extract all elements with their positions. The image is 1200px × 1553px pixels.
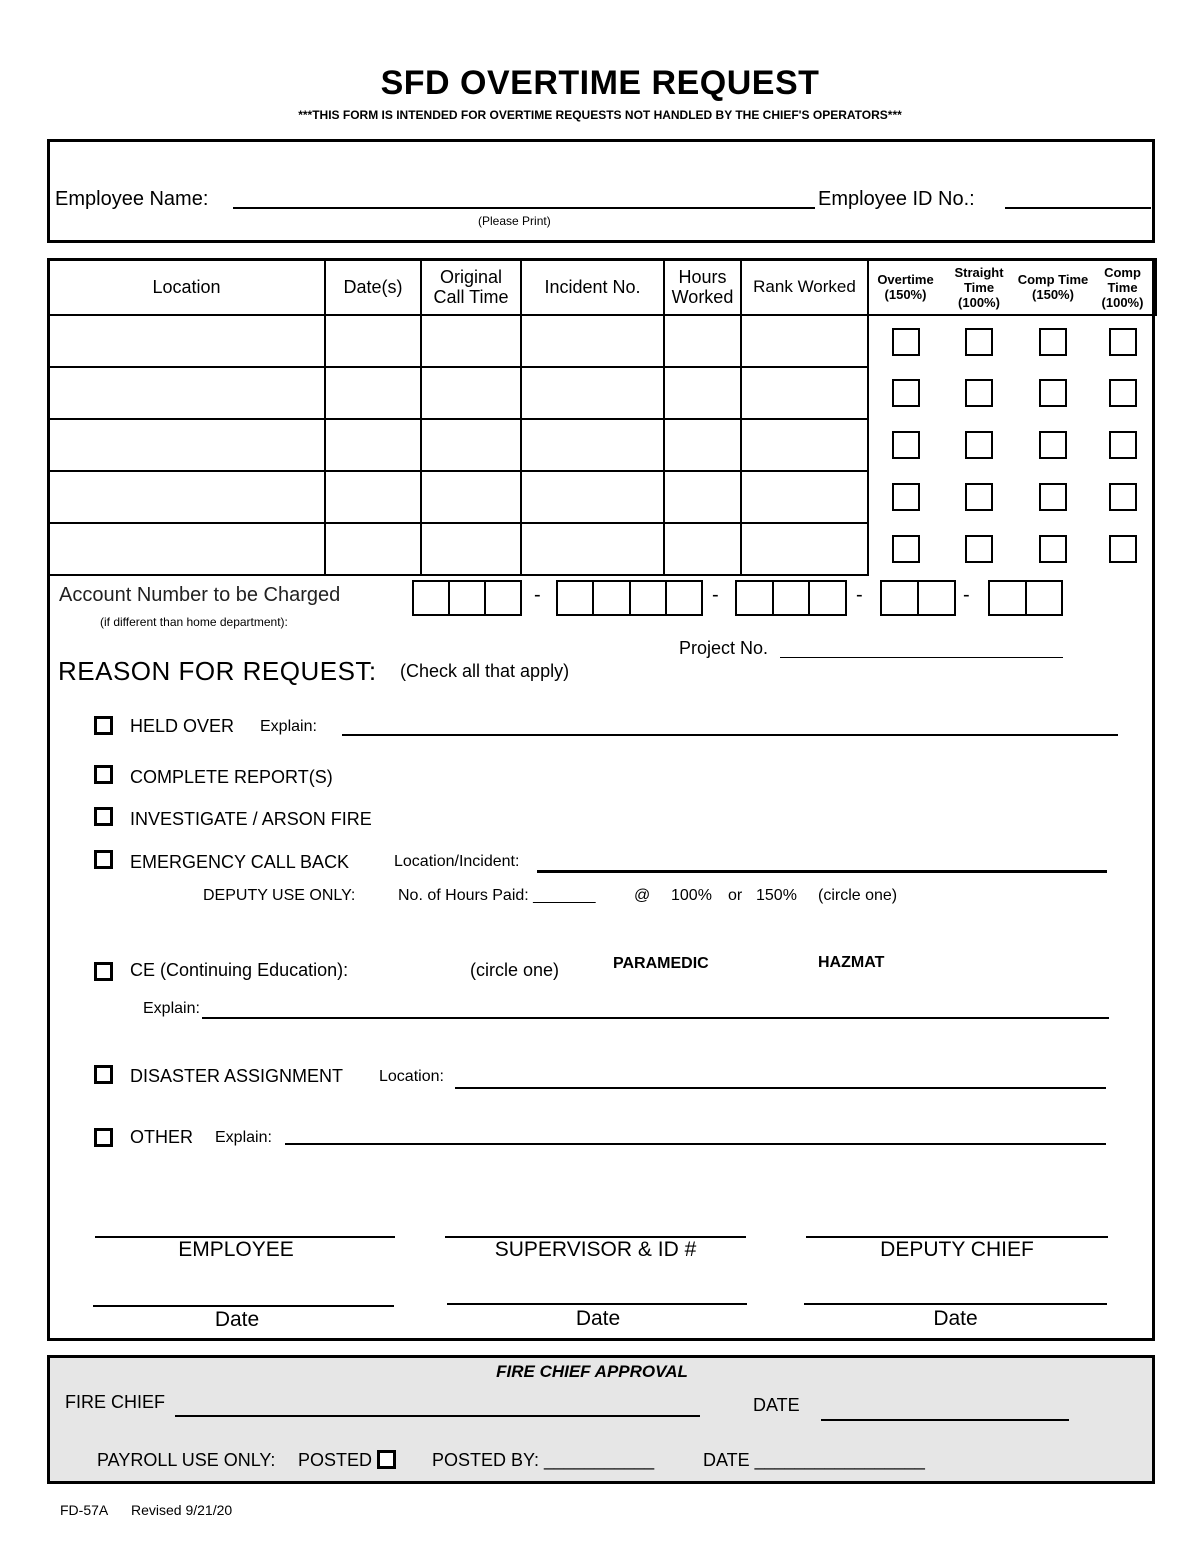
overtime-checkbox[interactable] [892, 328, 920, 356]
form-subtitle: ***THIS FORM IS INTENDED FOR OVERTIME REQUESTS NOT HANDLED BY THE CHIEF'S OPERATORS*** [298, 108, 902, 122]
cell-location[interactable] [48, 419, 325, 471]
employee-box [47, 139, 1155, 243]
cell-comp100 [1090, 367, 1156, 419]
comp100-checkbox[interactable] [1109, 535, 1137, 563]
cell-rank[interactable] [741, 367, 868, 419]
cell-comp150 [1016, 315, 1090, 367]
cell-hours[interactable] [664, 315, 741, 367]
hours-paid-label: No. of Hours Paid: _______ [398, 887, 596, 904]
account-segment-2[interactable] [556, 580, 703, 616]
at-sign: @ [634, 887, 651, 904]
pct-150-option[interactable]: 150% [756, 887, 797, 904]
supervisor-date-label: Date [575, 1307, 621, 1330]
complete-reports-label: COMPLETE REPORT(S) [130, 767, 333, 787]
cell-incident[interactable] [521, 367, 664, 419]
employee-date-line[interactable] [93, 1305, 394, 1307]
account-dash-2: - [712, 584, 719, 606]
other-checkbox[interactable] [94, 1128, 113, 1147]
cell-dates[interactable] [325, 523, 421, 575]
overtime-checkbox[interactable] [892, 535, 920, 563]
col-comp100 [1090, 259, 1156, 315]
ce-checkbox[interactable] [94, 962, 113, 981]
posted-by-label: POSTED BY: ___________ [432, 1450, 655, 1470]
approval-date-label: DATE [753, 1395, 800, 1415]
col-overtime-pct: (150%) [884, 287, 927, 302]
circle-one-note: (circle one) [818, 887, 898, 904]
deputy-signature-label: DEPUTY CHIEF [880, 1238, 1034, 1261]
col-comp100-pct: (100%) [1101, 294, 1144, 310]
account-label: Account Number to be Charged [59, 584, 341, 606]
cell-location[interactable] [48, 471, 325, 523]
hazmat-option[interactable]: HAZMAT [818, 954, 885, 971]
cell-location[interactable] [48, 315, 325, 367]
account-note: (if different than home department): [100, 615, 288, 629]
payroll-date-label: DATE _________________ [703, 1450, 925, 1470]
ce-explain-field[interactable] [202, 1017, 1109, 1019]
project-field[interactable] [780, 657, 1063, 658]
cell-overtime [868, 315, 942, 367]
cell-rank[interactable] [741, 419, 868, 471]
revised-date: Revised 9/21/20 [131, 1502, 233, 1518]
held-over-checkbox[interactable] [94, 716, 113, 735]
col-overtime-title: Overtime [877, 272, 934, 287]
pct-100-option[interactable]: 100% [671, 887, 712, 904]
col-comp150-title: Comp Time [1017, 272, 1089, 287]
straight-checkbox[interactable] [965, 483, 993, 511]
cell-location[interactable] [48, 367, 325, 419]
comp100-checkbox[interactable] [1109, 483, 1137, 511]
cell-straight [942, 419, 1016, 471]
col-straight-pct: (100%) [958, 294, 1000, 310]
table-row [48, 367, 1156, 419]
cell-rank[interactable] [741, 315, 868, 367]
col-rank: Rank Worked [741, 259, 868, 315]
posted-checkbox[interactable] [377, 1450, 396, 1469]
paramedic-option[interactable]: PARAMEDIC [613, 955, 709, 972]
table-row [48, 471, 1156, 523]
held-over-explain-field[interactable] [342, 734, 1118, 736]
cell-hours[interactable] [664, 419, 741, 471]
complete-reports-checkbox[interactable] [94, 765, 113, 784]
cell-overtime [868, 419, 942, 471]
account-segment-3[interactable] [735, 580, 847, 616]
cell-dates[interactable] [325, 367, 421, 419]
overtime-checkbox[interactable] [892, 379, 920, 407]
comp150-checkbox[interactable] [1039, 328, 1067, 356]
cell-incident[interactable] [521, 419, 664, 471]
cell-hours[interactable] [664, 471, 741, 523]
cell-comp150 [1016, 523, 1090, 575]
deputy-date-label: Date [933, 1307, 978, 1330]
print-note: (Please Print) [478, 214, 551, 228]
col-location: Location [48, 259, 325, 315]
col-straight [942, 259, 1016, 315]
form-title: SFD OVERTIME REQUEST [380, 64, 820, 102]
ce-circle-note: (circle one) [470, 960, 560, 980]
straight-checkbox[interactable] [965, 535, 993, 563]
overtime-checkbox[interactable] [892, 431, 920, 459]
comp150-checkbox[interactable] [1039, 535, 1067, 563]
cell-straight [942, 367, 1016, 419]
overtime-table [47, 258, 1157, 576]
cell-comp150 [1016, 471, 1090, 523]
cell-call-time[interactable] [421, 471, 521, 523]
cell-incident[interactable] [521, 523, 664, 575]
or-text: or [728, 887, 743, 904]
straight-checkbox[interactable] [965, 379, 993, 407]
col-comp100-title: Comp Time [1104, 264, 1141, 295]
form-id: FD-57A [60, 1502, 109, 1518]
investigate-checkbox[interactable] [94, 807, 113, 826]
cell-call-time[interactable] [421, 367, 521, 419]
payroll-label: PAYROLL USE ONLY: [97, 1450, 276, 1470]
other-explain-field[interactable] [285, 1143, 1106, 1145]
col-comp150 [1016, 259, 1090, 315]
disaster-location-field[interactable] [455, 1087, 1106, 1089]
account-segment-5[interactable] [988, 580, 1063, 616]
reason-heading: REASON FOR REQUEST: [58, 656, 377, 686]
cell-straight [942, 523, 1016, 575]
investigate-label: INVESTIGATE / ARSON FIRE [130, 809, 372, 829]
cell-dates[interactable] [325, 315, 421, 367]
disaster-checkbox[interactable] [94, 1065, 113, 1084]
table-row [48, 315, 1156, 367]
col-overtime [868, 259, 942, 315]
employee-id-field[interactable] [1005, 207, 1151, 209]
deputy-use-label: DEPUTY USE ONLY: [203, 887, 356, 904]
cell-comp150 [1016, 367, 1090, 419]
table-row [48, 419, 1156, 471]
emergency-checkbox[interactable] [94, 850, 113, 869]
supervisor-date-line[interactable] [447, 1303, 747, 1305]
held-over-explain-label: Explain: [260, 718, 317, 735]
emergency-location-field[interactable] [537, 870, 1107, 873]
cell-comp150 [1016, 419, 1090, 471]
deputy-date-line[interactable] [804, 1303, 1107, 1305]
cell-incident[interactable] [521, 471, 664, 523]
straight-checkbox[interactable] [965, 328, 993, 356]
cell-rank[interactable] [741, 471, 868, 523]
emergency-label: EMERGENCY CALL BACK [130, 852, 350, 872]
cell-hours[interactable] [664, 523, 741, 575]
col-hours: Hours Worked [664, 259, 741, 315]
overtime-checkbox[interactable] [892, 483, 920, 511]
disaster-label: DISASTER ASSIGNMENT [130, 1066, 344, 1086]
project-label: Project No. [679, 638, 769, 658]
cell-incident[interactable] [521, 315, 664, 367]
employee-signature-label: EMPLOYEE [178, 1238, 294, 1261]
approval-date-field[interactable] [821, 1419, 1069, 1421]
cell-comp100 [1090, 419, 1156, 471]
cell-call-time[interactable] [421, 523, 521, 575]
col-incident: Incident No. [521, 259, 664, 315]
cell-comp100 [1090, 523, 1156, 575]
cell-dates[interactable] [325, 419, 421, 471]
account-dash-4: - [963, 584, 970, 606]
cell-call-time[interactable] [421, 315, 521, 367]
account-segment-4[interactable] [880, 580, 956, 616]
cell-dates[interactable] [325, 471, 421, 523]
held-over-label: HELD OVER [130, 716, 235, 736]
employee-name-label: Employee Name: [55, 188, 209, 210]
ce-explain-label: Explain: [143, 1000, 200, 1017]
employee-name-field[interactable] [233, 207, 815, 209]
cell-straight [942, 471, 1016, 523]
table-row [48, 523, 1156, 575]
cell-overtime [868, 367, 942, 419]
straight-checkbox[interactable] [965, 431, 993, 459]
col-dates: Date(s) [325, 259, 421, 315]
cell-overtime [868, 523, 942, 575]
cell-comp100 [1090, 315, 1156, 367]
emergency-location-label: Location/Incident: [394, 853, 520, 870]
cell-location[interactable] [48, 523, 325, 575]
cell-comp100 [1090, 471, 1156, 523]
disaster-location-label: Location: [379, 1068, 444, 1085]
col-comp150-pct: (150%) [1032, 287, 1074, 302]
comp150-checkbox[interactable] [1039, 483, 1067, 511]
approval-heading: FIRE CHIEF APPROVAL [496, 1362, 688, 1381]
account-segment-1[interactable] [412, 580, 522, 616]
ce-label: CE (Continuing Education): [130, 960, 349, 980]
cell-straight [942, 315, 1016, 367]
account-dash-1: - [534, 584, 541, 606]
reason-instruction: (Check all that apply) [400, 661, 570, 681]
comp100-checkbox[interactable] [1109, 379, 1137, 407]
cell-rank[interactable] [741, 523, 868, 575]
fire-chief-label: FIRE CHIEF [65, 1392, 166, 1412]
comp100-checkbox[interactable] [1109, 431, 1137, 459]
comp150-checkbox[interactable] [1039, 431, 1067, 459]
col-straight-title: Straight Time [954, 264, 1004, 295]
comp150-checkbox[interactable] [1039, 379, 1067, 407]
posted-label: POSTED [298, 1450, 373, 1470]
col-call-time: Original Call Time [421, 259, 521, 315]
supervisor-signature-label: SUPERVISOR & ID # [494, 1238, 697, 1261]
comp100-checkbox[interactable] [1109, 328, 1137, 356]
employee-date-label: Date [214, 1308, 260, 1331]
cell-call-time[interactable] [421, 419, 521, 471]
fire-chief-signature-field[interactable] [175, 1415, 700, 1417]
other-explain-label: Explain: [215, 1129, 272, 1146]
other-label: OTHER [130, 1127, 193, 1147]
account-dash-3: - [856, 584, 863, 606]
cell-hours[interactable] [664, 367, 741, 419]
employee-id-label: Employee ID No.: [818, 188, 975, 210]
cell-overtime [868, 471, 942, 523]
